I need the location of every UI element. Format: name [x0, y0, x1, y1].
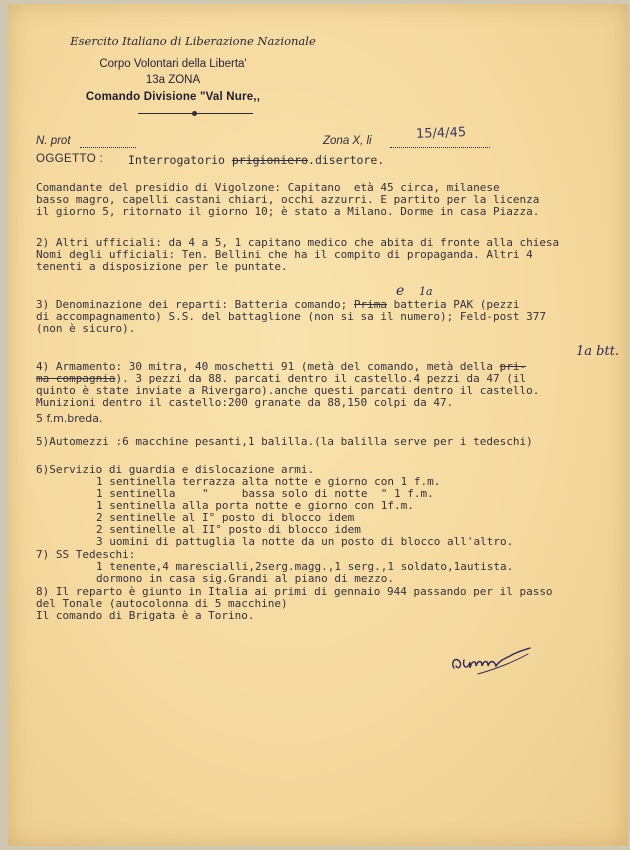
p2-line-2: Nomi degli ufficiali: Ten. Bellini che ha il compito di propaganda. Altri 4 [36, 248, 533, 261]
p3-post: batteria PAK (pezzi [387, 298, 520, 311]
letterhead-zone: 13a ZONA [145, 74, 201, 86]
handwritten-date: 15/4/45 [415, 125, 467, 142]
p6-item-1: 1 sentinella terrazza alta notte e giorno con 1 f.m. [96, 475, 441, 488]
p4-post: ). 3 pezzi da 88. parcati dentro il castello.4 pezzi da 47 (il [115, 372, 527, 385]
p8-line-2: del Tonale (autocolonna di 5 macchine) [36, 597, 288, 610]
p7-line-1: 1 tenente,4 marescialli,2serg.magg.,1 serg.,1 soldato,1autista. [96, 560, 514, 573]
p4-line-5: 5 f.m.breda. [36, 412, 103, 425]
letterhead-corps: Corpo Volontari della Liberta' [99, 58, 247, 70]
document-page [8, 4, 628, 846]
subject-label: OGGETTO : [36, 153, 104, 165]
p6-item-3: 1 sentinella alla porta notte e giorno con 1f.m. [96, 499, 414, 512]
p3-line-3: (non è sicuro). [36, 322, 136, 335]
p4-struck-2: ma compagnia [36, 372, 116, 385]
p6-title: 6)Servizio di guardia e dislocazione armi. [36, 463, 315, 476]
subject-pre: Interrogatorio [128, 153, 232, 167]
subject-struck: prigioniero [231, 153, 309, 167]
handwritten-signature [448, 640, 538, 680]
p5-line: 5)Automezzi :6 macchine pesanti,1 balilla.(la balilla serve per i tedeschi) [36, 435, 533, 448]
p3-struck: Prima [353, 298, 388, 311]
protocol-line [80, 147, 136, 148]
p6-item-4: 2 sentinelle al I° posto di blocco idem [96, 511, 355, 524]
zona-label: Zona X, li [323, 135, 372, 147]
p6-item-5: 2 sentinelle al II° posto di blocco idem [96, 523, 361, 536]
letterhead [8, 34, 338, 103]
p2-line-1: 2) Altri ufficiali: da 4 a 5, 1 capitano medico che abita di fronte alla chiesa [36, 236, 560, 249]
p8-line-1: 8) Il reparto è giunto in Italia ai primi di gennaio 944 passando per il passo [36, 585, 553, 598]
p3-line-2: di accompagnamento) S.S. del battaglione (non si sa il numero); Feld-post 377 [36, 310, 546, 323]
p4-line-3: quinto è state inviate a Rivergaro).anche questi parcati dentro il castello. [36, 384, 540, 397]
letterhead-divider [138, 113, 253, 114]
p7-title: 7) SS Tedeschi: [36, 548, 136, 561]
annotation-1a: 1a [419, 285, 433, 298]
subject-post: .disertore. [308, 153, 385, 167]
annotation-1a-btt: 1a btt. [576, 344, 620, 359]
letterhead-army: Esercito Italiano di Liberazione Nazionale [70, 34, 316, 48]
date-line [390, 147, 490, 148]
p1-line-2: basso magro, capelli castani chiari, occhi azzurri. E partito per la licenza [36, 193, 540, 206]
p6-item-2: 1 sentinella " bassa solo di notte " 1 f.m. [96, 487, 434, 500]
p4-struck: pri- [499, 360, 527, 373]
subject-text [128, 153, 384, 167]
p6-item-6: 3 uomini di pattuglia la notte da un posto di blocco all'altro. [96, 535, 514, 548]
annotation-e: e [396, 283, 405, 299]
p2-line-3: tenenti a disposizione per le puntate. [36, 260, 288, 273]
p4-pre: 4) Armamento: 30 mitra, 40 moschetti 91 (metà del comando, metà della [36, 360, 500, 373]
p8-line-3: Il comando di Brigata è a Torino. [36, 609, 255, 622]
p1-line-3: il giorno 5, ritornato il giorno 10; è stato a Milano. Dorme in casa Piazza. [36, 205, 540, 218]
p7-line-2: dormono in casa sig.Grandi al piano di mezzo. [96, 572, 395, 585]
letterhead-command: Comando Divisione "Val Nure,, [85, 91, 261, 103]
p4-line-4: Munizioni dentro il castello:200 granate da 88,150 colpi da 47. [36, 396, 454, 409]
p3-pre: 3) Denominazione dei reparti: Batteria comando; [36, 298, 354, 311]
protocol-label: N. prot [36, 135, 71, 147]
p1-line-1: Comandante del presidio di Vigolzone: Capitano età 45 circa, milanese [36, 181, 500, 194]
